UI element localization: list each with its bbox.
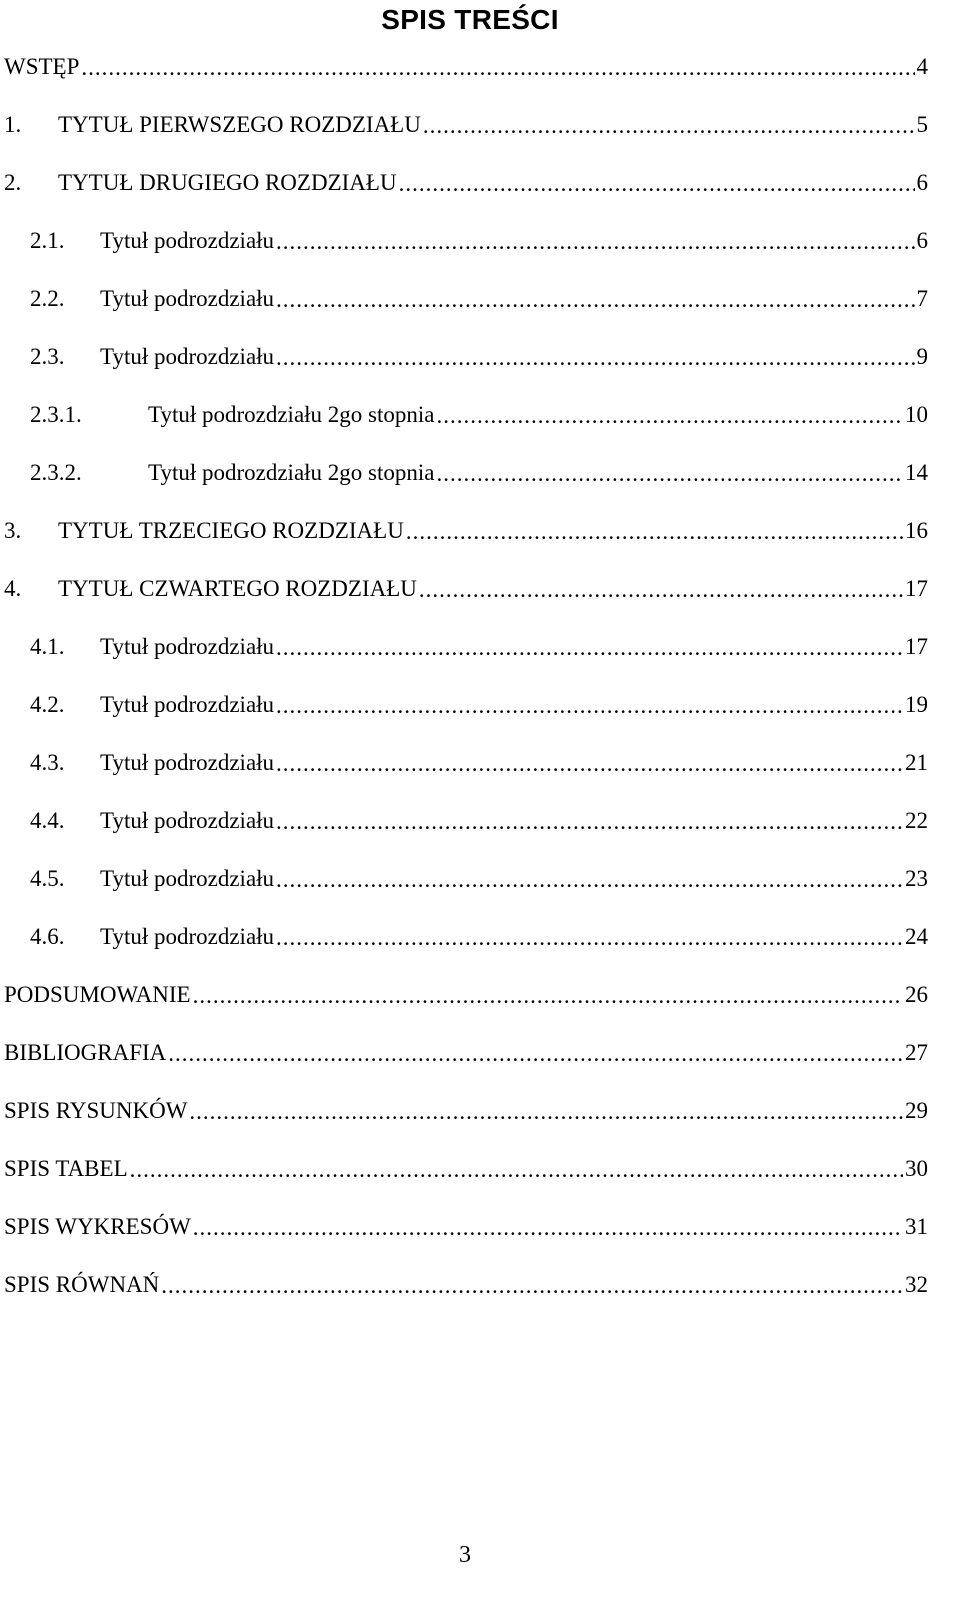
toc-entry-page: 22 <box>905 808 928 833</box>
toc-entry-page: 5 <box>916 112 928 137</box>
page-number: 3 <box>459 1542 471 1568</box>
toc-entry-page: 16 <box>905 518 928 543</box>
toc-dot-leader <box>436 401 903 431</box>
toc-entry-title: Tytuł podrozdziału <box>100 228 275 253</box>
page-title: SPIS TREŚCI <box>381 4 559 35</box>
toc-entry[interactable] <box>4 502 928 560</box>
toc-entry-page: 23 <box>905 866 928 891</box>
toc-entry-title: Tytuł podrozdziału 2go stopnia <box>148 402 435 427</box>
toc-dot-leader <box>130 1155 903 1185</box>
toc-dot-leader <box>161 1271 903 1301</box>
toc-dot-leader <box>276 633 903 663</box>
toc-entry-number: 4.3. <box>30 750 65 775</box>
toc-entry[interactable] <box>4 734 928 792</box>
toc-entry-number: 2. <box>4 170 22 195</box>
toc-entry-number: 4.2. <box>30 692 65 717</box>
table-of-contents <box>4 38 928 1314</box>
toc-entry-number: 1. <box>4 112 22 137</box>
toc-entry-page: 6 <box>916 170 928 195</box>
toc-entry-title: Tytuł podrozdziału <box>100 344 275 369</box>
toc-entry-title: Tytuł podrozdziału 2go stopnia <box>148 460 435 485</box>
toc-entry[interactable] <box>4 328 928 386</box>
toc-entry-page: 31 <box>905 1214 928 1239</box>
toc-dot-leader <box>276 691 903 721</box>
toc-dot-leader <box>406 517 903 547</box>
toc-entry-title: PODSUMOWANIE <box>4 982 191 1007</box>
toc-entry-page: 27 <box>905 1040 928 1065</box>
toc-entry-title: TYTUŁ DRUGIEGO ROZDZIAŁU <box>58 170 397 195</box>
toc-entry-page: 30 <box>905 1156 928 1181</box>
toc-entry-title: TYTUŁ TRZECIEGO ROZDZIAŁU <box>58 518 404 543</box>
toc-entry[interactable] <box>4 1024 928 1082</box>
toc-dot-leader <box>423 111 915 141</box>
toc-entry-title: WSTĘP <box>4 54 80 79</box>
toc-entry-page: 26 <box>905 982 928 1007</box>
toc-entry-title: SPIS RÓWNAŃ <box>4 1272 160 1297</box>
toc-entry-title: Tytuł podrozdziału <box>100 286 275 311</box>
toc-entry-title: BIBLIOGRAFIA <box>4 1040 167 1065</box>
toc-dot-leader <box>276 865 903 895</box>
toc-entry-page: 10 <box>905 402 928 427</box>
toc-entry[interactable] <box>4 1198 928 1256</box>
toc-entry-page: 6 <box>916 228 928 253</box>
toc-dot-leader <box>419 575 903 605</box>
toc-entry-number: 2.3. <box>30 344 65 369</box>
toc-entry-number: 2.1. <box>30 228 65 253</box>
toc-entry-page: 7 <box>916 286 928 311</box>
toc-entry-title: SPIS RYSUNKÓW <box>4 1098 188 1123</box>
toc-entry-number: 2.2. <box>30 286 65 311</box>
toc-entry[interactable] <box>4 212 928 270</box>
toc-dot-leader <box>81 53 914 83</box>
toc-entry-page: 4 <box>916 54 928 79</box>
toc-entry-title: Tytuł podrozdziału <box>100 634 275 659</box>
toc-entry[interactable] <box>4 38 928 96</box>
toc-entry-title: SPIS WYKRESÓW <box>4 1214 191 1239</box>
toc-entry[interactable] <box>4 618 928 676</box>
toc-dot-leader <box>189 1097 903 1127</box>
toc-entry-page: 21 <box>905 750 928 775</box>
toc-entry[interactable] <box>4 792 928 850</box>
toc-entry-number: 2.3.1. <box>30 402 82 427</box>
toc-dot-leader <box>276 749 903 779</box>
toc-dot-leader <box>276 923 903 953</box>
toc-dot-leader <box>193 981 903 1011</box>
toc-dot-leader <box>436 459 903 489</box>
toc-entry-page: 17 <box>905 576 928 601</box>
toc-entry-number: 4.6. <box>30 924 65 949</box>
toc-entry-title: TYTUŁ CZWARTEGO ROZDZIAŁU <box>58 576 417 601</box>
toc-entry-page: 32 <box>905 1272 928 1297</box>
toc-entry[interactable] <box>4 444 928 502</box>
toc-entry-number: 4.5. <box>30 866 65 891</box>
toc-dot-leader <box>276 343 914 373</box>
toc-entry-title: Tytuł podrozdziału <box>100 924 275 949</box>
toc-entry-page: 24 <box>905 924 928 949</box>
toc-entry-page: 19 <box>905 692 928 717</box>
toc-entry-title: Tytuł podrozdziału <box>100 692 275 717</box>
toc-entry[interactable] <box>4 850 928 908</box>
toc-entry[interactable] <box>4 1082 928 1140</box>
toc-dot-leader <box>276 227 914 257</box>
toc-entry-page: 14 <box>905 460 928 485</box>
toc-entry-title: SPIS TABEL <box>4 1156 128 1181</box>
toc-dot-leader <box>276 285 914 315</box>
toc-entry-title: TYTUŁ PIERWSZEGO ROZDZIAŁU <box>58 112 421 137</box>
toc-entry[interactable] <box>4 270 928 328</box>
toc-entry-page: 17 <box>905 634 928 659</box>
toc-entry-title: Tytuł podrozdziału <box>100 808 275 833</box>
toc-entry-page: 9 <box>916 344 928 369</box>
toc-entry-number: 4.1. <box>30 634 65 659</box>
toc-entry-number: 4. <box>4 576 22 601</box>
toc-dot-leader <box>168 1039 903 1069</box>
toc-dot-leader <box>193 1213 903 1243</box>
toc-entry-title: Tytuł podrozdziału <box>100 866 275 891</box>
toc-entry[interactable] <box>4 386 928 444</box>
toc-dot-leader <box>399 169 915 199</box>
toc-entry[interactable] <box>4 908 928 966</box>
toc-entry-page: 29 <box>905 1098 928 1123</box>
toc-entry-number: 2.3.2. <box>30 460 82 485</box>
toc-dot-leader <box>276 807 903 837</box>
toc-entry[interactable] <box>4 1256 928 1314</box>
toc-entry-number: 3. <box>4 518 22 543</box>
toc-entry[interactable] <box>4 154 928 212</box>
toc-entry[interactable] <box>4 96 928 154</box>
toc-entry-number: 4.4. <box>30 808 65 833</box>
toc-entry-title: Tytuł podrozdziału <box>100 750 275 775</box>
toc-entry[interactable] <box>4 676 928 734</box>
toc-entry[interactable] <box>4 560 928 618</box>
toc-entry[interactable] <box>4 1140 928 1198</box>
toc-entry[interactable] <box>4 966 928 1024</box>
